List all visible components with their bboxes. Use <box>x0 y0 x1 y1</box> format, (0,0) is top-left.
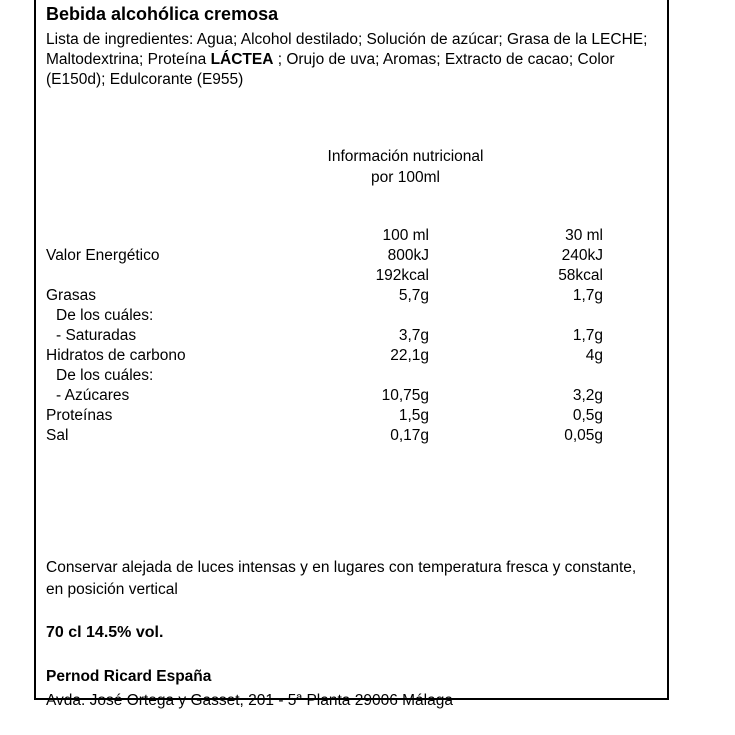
column-header-100ml: 100 ml <box>382 227 429 244</box>
nutrient-label: - Saturadas <box>56 327 137 344</box>
nutrient-value-100ml: 0,17g <box>390 427 429 444</box>
nutrient-label: Sal <box>46 427 69 444</box>
nutrient-value-30ml: 4g <box>585 347 603 364</box>
nutrient-label: - Azúcares <box>56 387 130 404</box>
product-title: Bebida alcohólica cremosa <box>46 4 279 24</box>
ingredients-text-end: ; Orujo de uva; Aromas; Extracto de cacao; Color (E150d); Edulcorante (E955) <box>46 51 615 88</box>
nutrient-value-100ml: 5,7g <box>398 287 429 304</box>
nutrition-title-line1: Información nutricional <box>327 148 484 165</box>
nutrient-value-100ml: 192kcal <box>375 267 429 284</box>
nutrient-value-100ml: 1,5g <box>398 407 429 424</box>
nutrient-label: Proteínas <box>46 407 113 424</box>
ingredients-text: Lista de ingredientes: Agua; Alcohol destilado; Solución de azúcar; Grasa de la LECHE; Maltodextrina; Proteína <box>46 31 648 68</box>
allergen-text: LÁCTEA <box>210 51 274 68</box>
nutrition-title-line2: por 100ml <box>371 169 440 186</box>
nutrient-value-100ml: 800kJ <box>387 247 429 264</box>
nutrient-value-30ml: 0,05g <box>564 427 603 444</box>
nutrient-label: Valor Energético <box>46 247 160 264</box>
column-header-30ml: 30 ml <box>565 227 603 244</box>
nutrient-value-30ml: 1,7g <box>572 327 603 344</box>
nutrient-value-30ml: 3,2g <box>572 387 603 404</box>
nutrient-label: De los cuáles: <box>56 307 154 324</box>
nutrient-value-100ml: 3,7g <box>398 327 429 344</box>
volume-info: 70 cl 14.5% vol. <box>46 624 164 641</box>
nutrient-value-30ml: 58kcal <box>558 267 603 284</box>
nutrient-label: De los cuáles: <box>56 367 154 384</box>
company-name: Pernod Ricard España <box>46 668 212 685</box>
nutrient-value-30ml: 1,7g <box>572 287 603 304</box>
company-address: Avda. José Ortega y Gasset, 201 - 5ª Planta 29006 Málaga <box>46 692 453 709</box>
nutrition-title <box>318 146 493 188</box>
nutrient-label: Hidratos de carbono <box>46 347 186 364</box>
nutrient-value-30ml: 240kJ <box>561 247 603 264</box>
nutrient-value-30ml: 0,5g <box>572 407 603 424</box>
nutrient-value-100ml: 10,75g <box>381 387 429 404</box>
nutrient-label: Grasas <box>46 287 96 304</box>
ingredients-list <box>46 30 666 90</box>
nutrient-value-100ml: 22,1g <box>390 347 429 364</box>
storage-instructions: Conservar alejada de luces intensas y en lugares con temperatura fresca y constante, en posición vertical <box>46 559 637 598</box>
